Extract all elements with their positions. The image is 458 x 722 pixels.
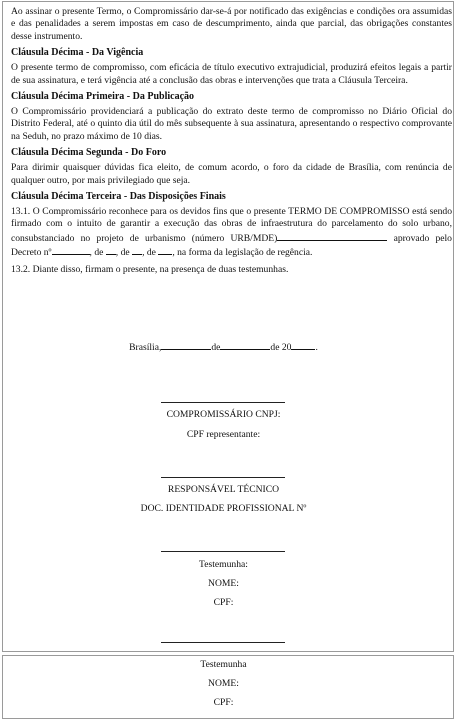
label-nome2: NOME: [208,678,239,689]
blank-month [132,245,142,255]
witness-frame [2,655,454,719]
p131-part-c: , de [89,247,104,259]
blank-year-date [291,340,315,350]
blank-decreto [52,245,90,255]
place-date-line [3,340,444,353]
blank-day [106,245,116,255]
p131-part-d: , de [115,247,130,259]
label-cpf1: CPF: [213,597,234,608]
label-testemunha2: Testemunha [200,659,247,670]
clause-title-vigencia: Cláusula Décima - Da Vigência [11,47,144,59]
p131-part-b: aprovado pelo Decreto nº [11,232,452,259]
label-testemunha1: Testemunha: [199,559,248,570]
clause-title-disposicoes: Cláusula Décima Terceira - Das Disposições Finais [11,191,226,203]
clause-text-vigencia: O presente termo de compromisso, com eficácia de título executivo extrajudicial, produzirá efeitos legais a partir de sua assinatura, e terá vigência até a conclusão das obras e intervenções que trata a Cláusula Terceira. [11,62,452,86]
p131-part-f: , na forma da legislação de regência. [172,247,313,259]
signature-line-compromissario [161,402,285,403]
document-content [11,6,452,276]
clause-title-publicacao: Cláusula Décima Primeira - Da Publicação [11,91,195,103]
place-end: . [315,342,318,353]
label-doc-identidade: DOC. IDENTIDADE PROFISSIONAL Nº [140,503,307,514]
document-frame [2,1,454,652]
blank-month-date [220,340,270,350]
place-city: Brasília, [129,342,162,353]
label-nome1: NOME: [208,578,239,589]
blank-urb [277,231,387,241]
place-de1: de [211,342,221,353]
p131-part-e: , de [142,247,156,259]
paragraph-13-1 [11,206,452,260]
label-cpf-representante: CPF representante: [186,429,261,440]
signature-line-testemunha1 [161,551,285,552]
p131-part-a: 13.1. O Compromissário reconhece para os devidos fins que o presente TERMO DE COMPROMISSO está sendo firmado com o intuito de garantir a execução das obras de infraestrutura do parcelamento do solo urbano, consubstanciado no projeto de urbanismo (número URB/MDE) [11,206,452,244]
clause-title-foro: Cláusula Décima Segunda - Do Foro [11,147,167,159]
blank-year [158,245,172,255]
label-responsavel-tecnico: RESPONSÁVEL TÉCNICO [167,484,280,495]
place-de2: de 20 [270,342,292,353]
label-cpf2: CPF: [213,697,234,708]
signature-line-testemunha2 [161,642,285,643]
label-compromissario: COMPROMISSÁRIO CNPJ: [166,409,281,420]
signature-line-tecnico [161,477,285,478]
paragraph-13-2: 13.2. Diante disso, firmam o presente, na presença de duas testemunhas. [11,263,289,275]
clause-text-foro: Para dirimir quaisquer dúvidas fica eleito, de comum acordo, o foro da cidade de Brasília, com renúncia de qualquer outro, por mais privilegiado que seja. [11,162,452,186]
intro-paragraph: Ao assinar o presente Termo, o Compromissário dar-se-á por notificado das exigências e condições ora assumidas e das penalidades a serem impostas em caso de descumprimento, ainda que parcial, das obrigações constantes desse instrumento. [11,6,452,42]
blank-day-date [161,340,211,350]
clause-text-publicacao: O Compromissário providenciará a publicação do extrato deste termo de compromisso no Diário Oficial do Distrito Federal, até o quinto dia útil do mês subsequente à sua assinatura, apresentando o respectivo comprovante na Seduh, no prazo máximo de 10 dias. [11,106,452,142]
